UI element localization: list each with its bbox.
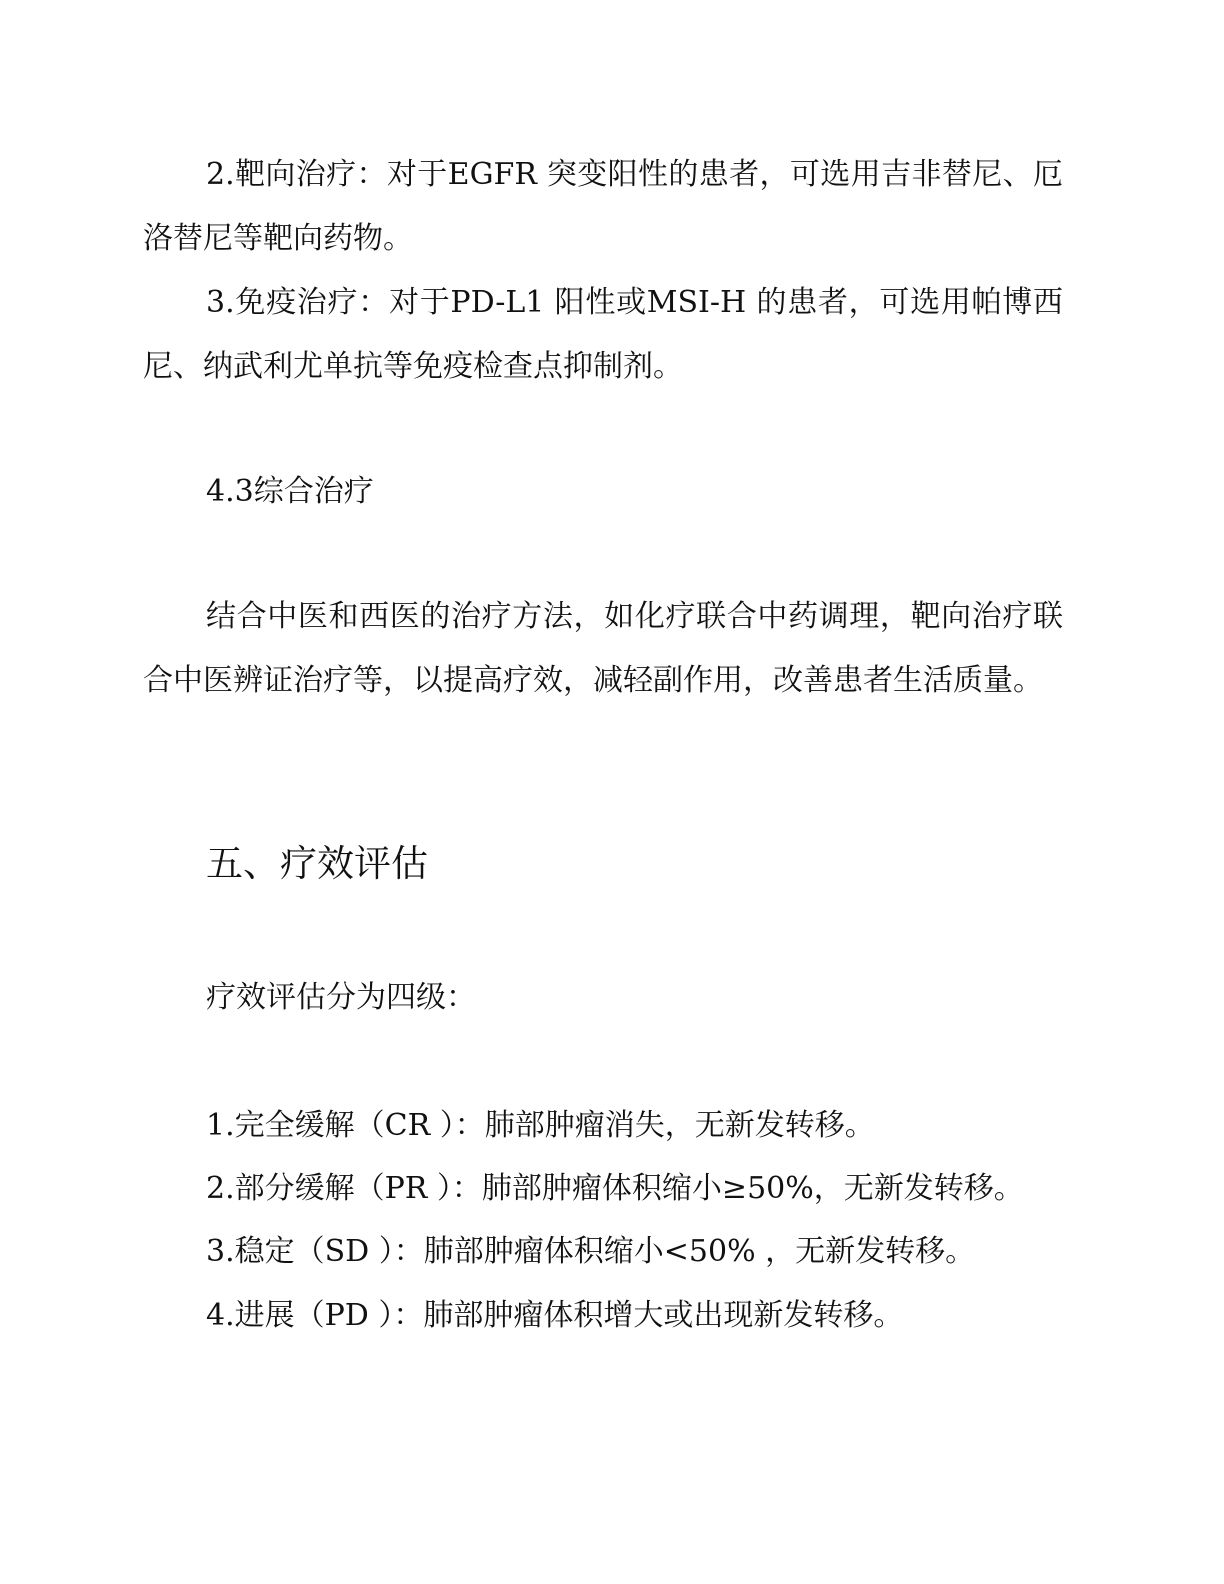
efficacy-item-pd: 4.进展（PD ）：肺部肿瘤体积增大或出现新发转移。 <box>206 1298 904 1333</box>
paragraph-combined-therapy: 结合中医和西医的治疗方法，如化疗联合中药调理，靶向治疗联合中医辨证治疗等，以提高疗效，减轻副作用，改善患者生活质量。 <box>143 599 1063 698</box>
efficacy-item-pr: 2.部分缓解（PR ）：肺部肿瘤体积缩小≥50%，无新发转移。 <box>206 1171 1024 1206</box>
paragraph-immunotherapy: 3.免疫治疗：对于PD-L1 阳性或MSI-H 的患者，可选用帕博西尼、纳武利尤单抗等免疫检查点抑制剂。 <box>143 285 1063 384</box>
efficacy-intro: 疗效评估分为四级： <box>206 980 476 1015</box>
paragraph-targeted-therapy: 2.靶向治疗：对于EGFR 突变阳性的患者，可选用吉非替尼、厄洛替尼等靶向药物。 <box>143 157 1063 256</box>
efficacy-item-cr: 1.完全缓解（CR ）：肺部肿瘤消失，无新发转移。 <box>206 1108 875 1143</box>
efficacy-item-sd: 3.稳定（SD ）：肺部肿瘤体积缩小<50% ，无新发转移。 <box>206 1234 976 1269</box>
subsection-title-combined-therapy: 4.3综合治疗 <box>206 474 374 509</box>
section-title-efficacy: 五、疗效评估 <box>206 842 428 885</box>
